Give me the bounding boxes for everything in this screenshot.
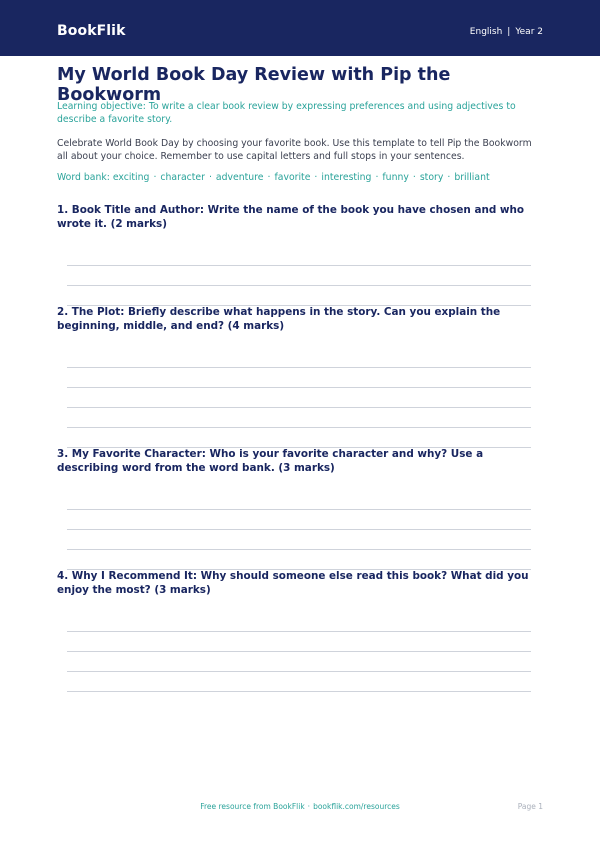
- word-bank-item: favorite: [274, 172, 311, 183]
- word-separator: ·: [447, 172, 451, 183]
- footer-source-text: Free resource from BookFlik: [200, 802, 305, 811]
- footer-separator: ·: [307, 802, 311, 811]
- header-bar: [0, 0, 600, 56]
- page-title: My World Book Day Review with Pip the Bookworm: [57, 65, 451, 105]
- word-bank-item: adventure: [215, 172, 264, 183]
- word-separator: ·: [208, 172, 212, 183]
- word-separator: ·: [314, 172, 318, 183]
- word-bank-item: brilliant: [454, 172, 490, 183]
- answer-line[interactable]: [67, 387, 531, 388]
- brand-logo[interactable]: BookFlik: [57, 23, 126, 39]
- subject-label: English: [469, 27, 503, 37]
- question-2: 2. The Plot: Briefly describe what happens in the story. Can you explain the beginning, middle, and end? (4 marks): [57, 306, 501, 332]
- answer-line[interactable]: [67, 509, 531, 510]
- answer-line[interactable]: [67, 529, 531, 530]
- page-number: Page 1: [517, 802, 543, 811]
- level-label: Year 2: [515, 27, 543, 37]
- footer-source: [0, 802, 600, 811]
- word-bank-label: Word bank:: [57, 172, 110, 183]
- answer-line[interactable]: [67, 367, 531, 368]
- answer-line[interactable]: [67, 651, 531, 652]
- answer-line[interactable]: [67, 285, 531, 286]
- word-bank-item: character: [160, 172, 205, 183]
- word-separator: ·: [153, 172, 157, 183]
- answer-line[interactable]: [67, 265, 531, 266]
- meta-separator: |: [507, 27, 511, 37]
- word-bank-item: exciting: [112, 172, 150, 183]
- answer-line[interactable]: [67, 631, 531, 632]
- word-separator: ·: [375, 172, 379, 183]
- answer-line[interactable]: [67, 671, 531, 672]
- word-bank-item: interesting: [321, 172, 372, 183]
- word-bank-item: funny: [382, 172, 409, 183]
- word-bank-item: story: [419, 172, 444, 183]
- word-separator: ·: [267, 172, 271, 183]
- intro-text: Celebrate World Book Day by choosing your favorite book. Use this template to tell Pip the Bookworm all about your choice. Remember to use capital letters and full stops in your sentences.: [57, 138, 532, 162]
- answer-line[interactable]: [67, 407, 531, 408]
- word-bank-words: [113, 172, 490, 183]
- answer-line[interactable]: [67, 691, 531, 692]
- learning-objective: Learning objective: To write a clear book review by expressing preferences and using adjectives to describe a favorite story.: [57, 101, 516, 125]
- word-bank: [57, 172, 545, 183]
- question-3: 3. My Favorite Character: Who is your favorite character and why? Use a describing word from the word bank. (3 marks): [57, 448, 484, 474]
- answer-line[interactable]: [67, 549, 531, 550]
- question-1: 1. Book Title and Author: Write the name of the book you have chosen and who wrote it. (2 marks): [57, 204, 525, 230]
- footer-url-link[interactable]: bookflik.com/resources: [313, 802, 400, 811]
- subject-level: [470, 27, 543, 37]
- question-4: 4. Why I Recommend It: Why should someone else read this book? What did you enjoy the most? (3 marks): [57, 570, 529, 596]
- word-separator: ·: [412, 172, 416, 183]
- answer-line[interactable]: [67, 427, 531, 428]
